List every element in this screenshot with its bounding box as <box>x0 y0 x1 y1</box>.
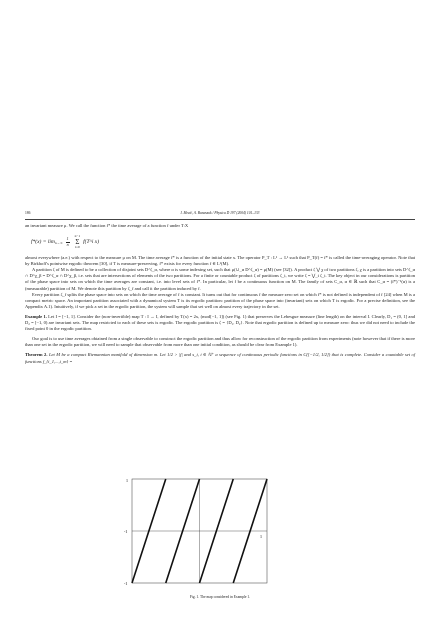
paragraph-ergodic-partition: Every partition ζ_f splits the phase space into sets on which the time average of f is constant. It turns out that for continuous f the measure zero set on which f* is not defined is independent of f [24] when M is a compact metric space. An important partition associated with a dynamical system T is its ergodic partition: partition of the phase space into (invariant) sets on which T is ergodic. For a precise definition, see the Appendix A.1). Intuitively, if we pick a set in the ergodic partition, the system will sample that set well on almost every trajectory in the set. <box>25 291 415 309</box>
running-title: I. Mezić, A. Banaszuk / Physica D 197 (2004) 101–133 <box>180 211 260 215</box>
theorem-text: Let M be a compact Riemannian manifold of dimension m. Let 1/2 > |f| and s_i, i ∈ ℕ⁺ a sequence of continuous periodic functions in C([−1/2, 1/2]) that is complete. Consider a countable set of functions f_{i_1,...,i_m} = <box>25 352 415 364</box>
label-left: -1 <box>124 529 128 534</box>
theorem-label: Theorem 2. <box>25 352 48 358</box>
figure-map <box>112 472 312 592</box>
fraction-denominator: n <box>66 241 69 247</box>
paragraph-time-average: almost everywhere (a.e.) with respect to the measure μ on M. The time average f* is a function of the initial state x. The operator P_T : L¹ → L¹ such that P_T(f) = f* is called the time-averaging operator. Note that by Birkhoff's pointwise ergodic theorem [30], if T is measure-preserving, f* exists for every function f ∈ L¹(M). <box>25 255 415 267</box>
example-text: Let I = [−1, 1]. Consider the (non-invertible) map T : I → I, defined by T(x) = 2x, (mod[−1, 1]) (see Fig. 1) that preserves the Lebesgue measure (line length) on the interval I. Clearly, D₁ = (0, 1] and D₂ = [−1, 0) are invariant sets. The map restricted to each of these sets is ergodic. The ergodic partition is ζ = {D₁, D₂}. Note that ergodic partition is defined up to measure zero: thus we did not need to include the fixed point 0 in the ergodic partition. <box>25 313 415 332</box>
paragraph-partition: A partition ζ of M is defined to be a collection of disjoint sets D^ζ_α, where α is some indexing set, such that μ(∪_α D^ζ_α) = μ(M) (see [32]). A product ζ ⋁ χ of two partitions ζ, χ is a partition into sets D^ζ_α ∩ D^χ_β = D^ζ_α ∩ D^χ_β, i.e. sets that are intersections of elements of the two partitions. For a finite or countable product ζ of partitions ζ_i, we write ζ = ⋁_i ζ_i. The key object in our considerations is partition of the phase space into sets on which the time averages are constant, i.e. into level sets of f*. In particular, let f be a continuous function on M. The family of sets C_α, α ∈ ℝ such that C_α = (f*)⁻¹(α) is a (measurable) partition of M. We denote this partition by ζ_f and call it the partition induced by f. <box>25 267 415 291</box>
body-text <box>25 223 415 365</box>
limit-subscript-block <box>55 238 63 246</box>
limit-subscript: n→∞ <box>54 241 63 246</box>
sum-upper-limit: n−1 <box>74 233 81 238</box>
example-label: Example 1. <box>25 313 47 319</box>
label-top: 1 <box>126 478 128 483</box>
equation-rhs: f(T^i x) <box>83 239 100 246</box>
paragraph-goal: Our goal is to use time averages obtained from a single observable to construct the ergodic partition and thus allow for reconstruction of the ergodic partition from experiments (note however that if there is more than one set in the ergodic partition, we will need to sample that observable from more than one initial condition, as should be clear from Example 1). <box>25 336 415 348</box>
figure-caption: Fig. 1. The map considered in Example 1. <box>189 595 251 599</box>
time-average-equation <box>25 229 415 255</box>
paragraph-intro: an invariant measure μ. We call the function f* the time average of a function f under T:X <box>25 223 189 228</box>
summation <box>75 235 80 250</box>
label-right: 1 <box>260 534 262 539</box>
map-plot <box>112 472 312 592</box>
sum-lower-limit: i=0 <box>75 244 80 249</box>
example-1 <box>25 314 415 332</box>
running-header <box>25 211 415 219</box>
header-rule <box>25 219 415 220</box>
sigma-symbol: Σ <box>75 237 80 246</box>
theorem-2 <box>25 352 415 364</box>
label-bottom: -1 <box>124 581 128 586</box>
equation-lhs: f*(x) = lim <box>31 239 55 246</box>
page-number: 186 <box>25 211 31 215</box>
fraction-numerator: 1 <box>66 236 69 242</box>
fraction <box>66 237 70 247</box>
